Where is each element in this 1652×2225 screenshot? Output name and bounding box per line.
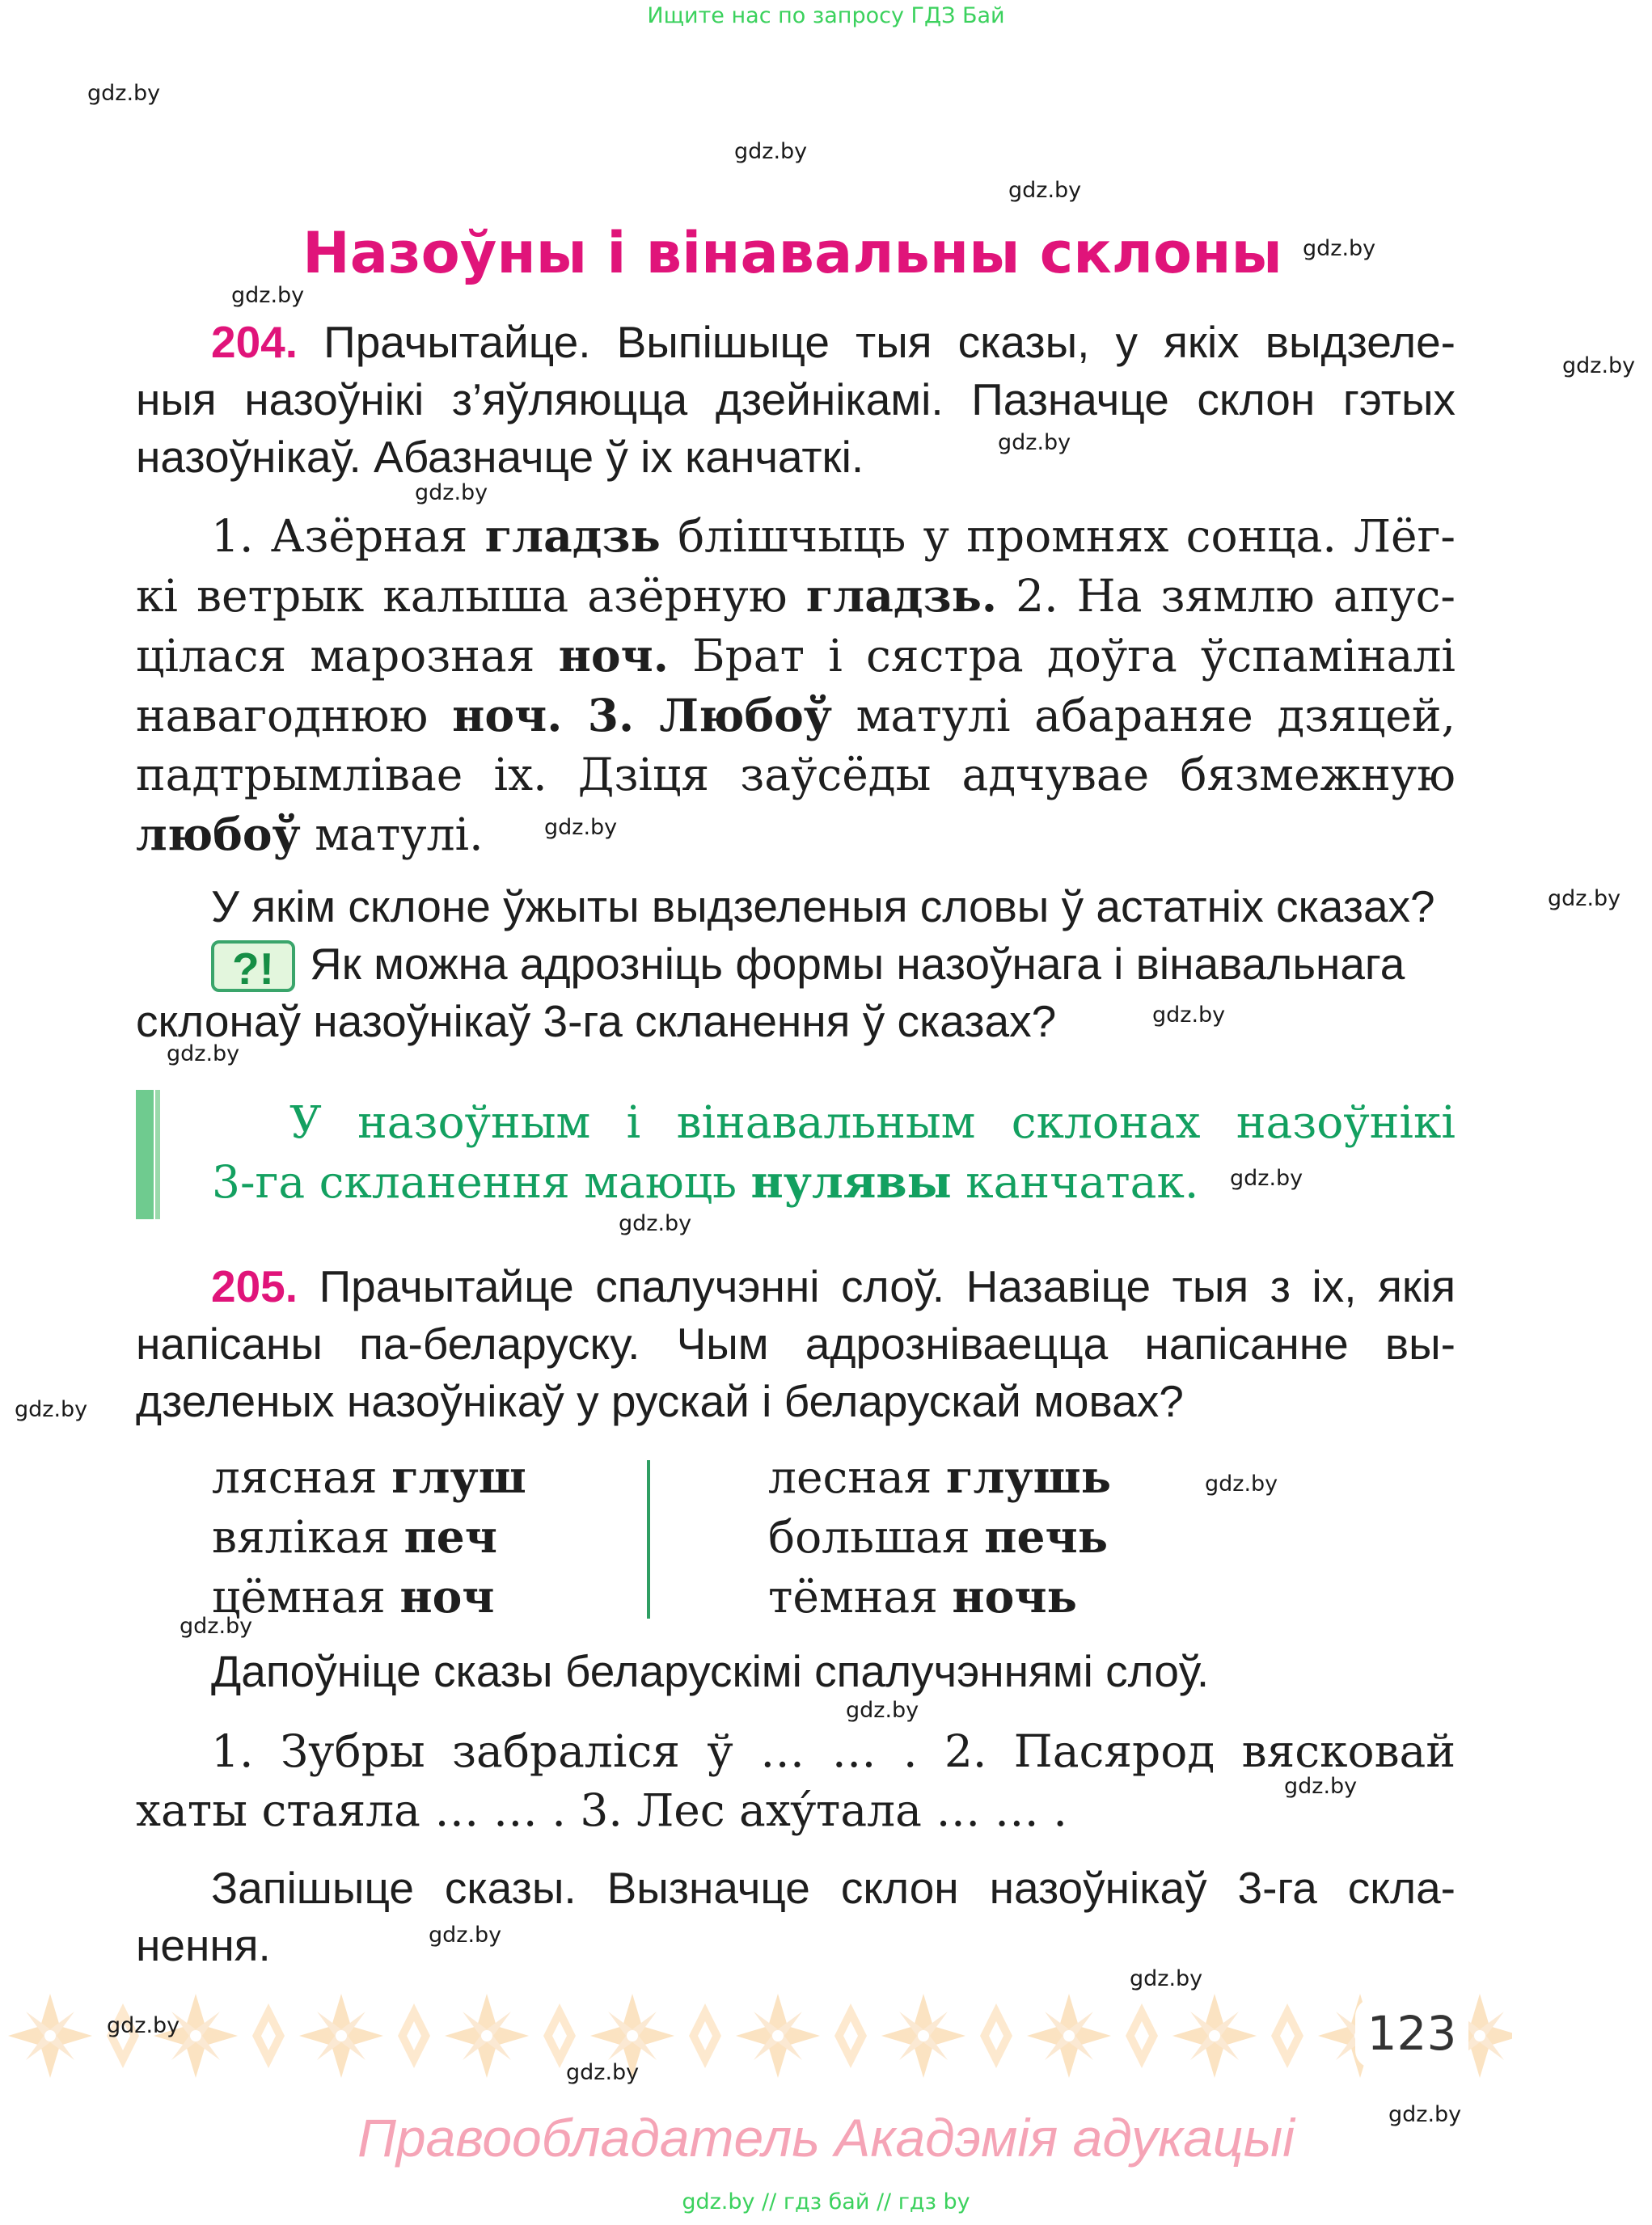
word-pair-adjective: большая: [768, 1511, 985, 1563]
word-pair-adjective: лесная: [768, 1451, 946, 1503]
word-pair-adjective: лясная: [212, 1451, 392, 1503]
ornament-icon: [543, 2003, 576, 2068]
ornament-icon: [299, 1994, 383, 2078]
complete-instruction: Дапоўніце сказы беларускімі спалучэннямі слоў.: [211, 1646, 1210, 1696]
watermark: gdz.by: [1152, 1003, 1226, 1028]
highlighted-noun: любоў: [136, 808, 301, 860]
ornament-icon: [834, 2003, 867, 2068]
word-pair-noun: ноч: [399, 1570, 495, 1623]
page-title: Назоўны і вінавальны склоны: [302, 220, 1282, 286]
word-pair-noun: печ: [403, 1510, 498, 1563]
watermark: gdz.by: [998, 430, 1071, 455]
word-pair-noun: глушь: [945, 1450, 1112, 1503]
sentence-line: хаты стаяла … … . 3. Лес ахýтала … … .: [136, 1784, 1067, 1836]
text-line: падтрымлівае іх. Дзіця заўсёды адчувае бязмежную: [136, 749, 1456, 800]
ornament-strip: [0, 1987, 1512, 2084]
word-pair-noun: глуш: [391, 1450, 526, 1503]
column-divider: [647, 1460, 650, 1619]
ornament-icon: [590, 1994, 674, 2078]
highlighted-noun: ноч. 3. Любоў: [452, 689, 833, 741]
sentences-to-complete: [136, 1722, 1456, 1840]
exercise-number: 204.: [211, 317, 298, 367]
write-instruction: [136, 1860, 1456, 1974]
ornament-icon: [445, 1994, 529, 2078]
watermark: gdz.by: [15, 1397, 88, 1422]
text-fragment: 1. Азёрная: [211, 510, 485, 562]
text-line: Прачытайце спалучэнні слоў. Назавіце тыя з іх, якія: [319, 1261, 1456, 1311]
text-line: назоўнікаў. Абазначце ў іх канчаткі.: [136, 432, 864, 482]
word-pair-adjective: тёмная: [768, 1571, 953, 1623]
watermark: gdz.by: [429, 1923, 502, 1948]
ornament-icon: [398, 2003, 430, 2068]
question-badge-icon: ?!: [211, 940, 295, 992]
watermark: gdz.by: [1130, 1966, 1203, 1991]
watermark: gdz.by: [167, 1041, 240, 1066]
ornament-icon: [1172, 1994, 1257, 2078]
copyright-notice: Правообладатель Акадэмія адукацыі: [357, 2108, 1295, 2168]
exercise-204-intro: [136, 314, 1456, 486]
rule-fragment: 3-га скланення маюць: [212, 1156, 751, 1208]
watermark: gdz.by: [180, 1614, 253, 1639]
rule-fragment: канчатак.: [951, 1156, 1199, 1208]
watermark: gdz.by: [566, 2060, 640, 2085]
text-fragment: навагоднюю: [136, 690, 453, 741]
watermark: gdz.by: [1230, 1166, 1303, 1191]
page-number: 123: [1355, 1999, 1468, 2068]
sentence-line: 1. Зубры забраліся ў … … . 2. Пасярод вясковай: [211, 1725, 1456, 1777]
ornament-icon: [1126, 2003, 1158, 2068]
ornament-icon: [736, 1994, 820, 2078]
rule-line: У назоўным і вінавальным склонах назоўнікі: [289, 1096, 1456, 1148]
watermark: gdz.by: [107, 2013, 180, 2038]
question-line: Як можна адрозніць формы назоўнага і вінавальнага: [310, 939, 1405, 989]
ornament-icon: [252, 2003, 285, 2068]
text-fragment: Брат і сястра доўга ўспаміналі: [668, 630, 1456, 682]
exercise-number: 205.: [211, 1261, 298, 1311]
watermark: gdz.by: [734, 139, 808, 164]
highlighted-noun: гладзь.: [805, 569, 998, 622]
russian-column: [768, 1447, 1253, 1627]
text-line: напісаны па-беларуску. Чым адрозніваецца напісанне вы-: [136, 1319, 1456, 1369]
ornament-icon: [881, 1994, 965, 2078]
ornament-icon: [1271, 2003, 1303, 2068]
question-line: склонаў назоўнікаў 3-га скланення ў сказах?: [136, 996, 1057, 1046]
watermark: gdz.by: [619, 1211, 692, 1236]
text-fragment: цілася марозная: [136, 630, 559, 682]
footer-links[interactable]: gdz.by // гдз бай // гдз by: [682, 2189, 970, 2214]
ornament-icon: [1027, 1994, 1111, 2078]
text-line: дзеленых назоўнікаў у рускай і беларускай мовах?: [136, 1376, 1184, 1426]
rule-bar: [155, 1090, 160, 1219]
watermark: gdz.by: [1548, 886, 1621, 911]
text-fragment: блішчыць у промнях сонца. Лёг-: [660, 510, 1456, 562]
text-line: ныя назоўнікі з’яўляюцца дзейнікамі. Пазначце склон гэтых: [136, 374, 1456, 424]
word-pair-adjective: вялікая: [212, 1511, 404, 1563]
rule-highlight: нулявы: [750, 1155, 952, 1208]
text-fragment: матулі.: [300, 809, 484, 860]
watermark: gdz.by: [544, 815, 618, 840]
text-fragment: матулі абараняе дзяцей,: [832, 690, 1456, 741]
question-line: У якім склоне ўжыты выдзеленыя словы ў астатніх сказах?: [211, 881, 1435, 931]
text-fragment: 2. На зямлю апус-: [997, 570, 1456, 622]
word-pair-adjective: цёмная: [212, 1571, 400, 1623]
ornament-icon: [980, 2003, 1012, 2068]
text-line: нення.: [136, 1920, 271, 1970]
watermark: gdz.by: [415, 480, 488, 505]
watermark: gdz.by: [1388, 2102, 1462, 2127]
watermark: gdz.by: [1008, 178, 1082, 203]
text-fragment: кі ветрык калыша азёрную: [136, 570, 806, 622]
ornament-icon: [8, 1994, 92, 2078]
rule-bar: [136, 1090, 154, 1219]
watermark: gdz.by: [846, 1698, 919, 1723]
watermark: gdz.by: [1303, 236, 1376, 261]
watermark: gdz.by: [1205, 1471, 1278, 1497]
word-pair-noun: ночь: [952, 1570, 1077, 1623]
text-line: Прачытайце. Выпішыце тыя сказы, у якіх выдзеле-: [323, 317, 1456, 367]
watermark: gdz.by: [1562, 353, 1636, 378]
text-line: Запішыце сказы. Вызначце склон назоўнікаў 3-га скла-: [211, 1863, 1456, 1913]
watermark: gdz.by: [231, 283, 305, 308]
top-banner[interactable]: Ищите нас по запросу ГДЗ Бай: [647, 3, 1005, 28]
ornament-icon: [689, 2003, 721, 2068]
highlighted-noun: гладзь: [484, 509, 661, 562]
word-pair-noun: печь: [984, 1510, 1109, 1563]
watermark: gdz.by: [87, 81, 161, 106]
exercise-204-text: [136, 506, 1456, 864]
exercise-205-intro: [136, 1258, 1456, 1430]
belarusian-column: [212, 1447, 665, 1627]
rule-text: [212, 1093, 1456, 1212]
exercise-204-questions: [136, 878, 1456, 1050]
highlighted-noun: ноч.: [558, 629, 669, 682]
watermark: gdz.by: [1284, 1774, 1358, 1799]
